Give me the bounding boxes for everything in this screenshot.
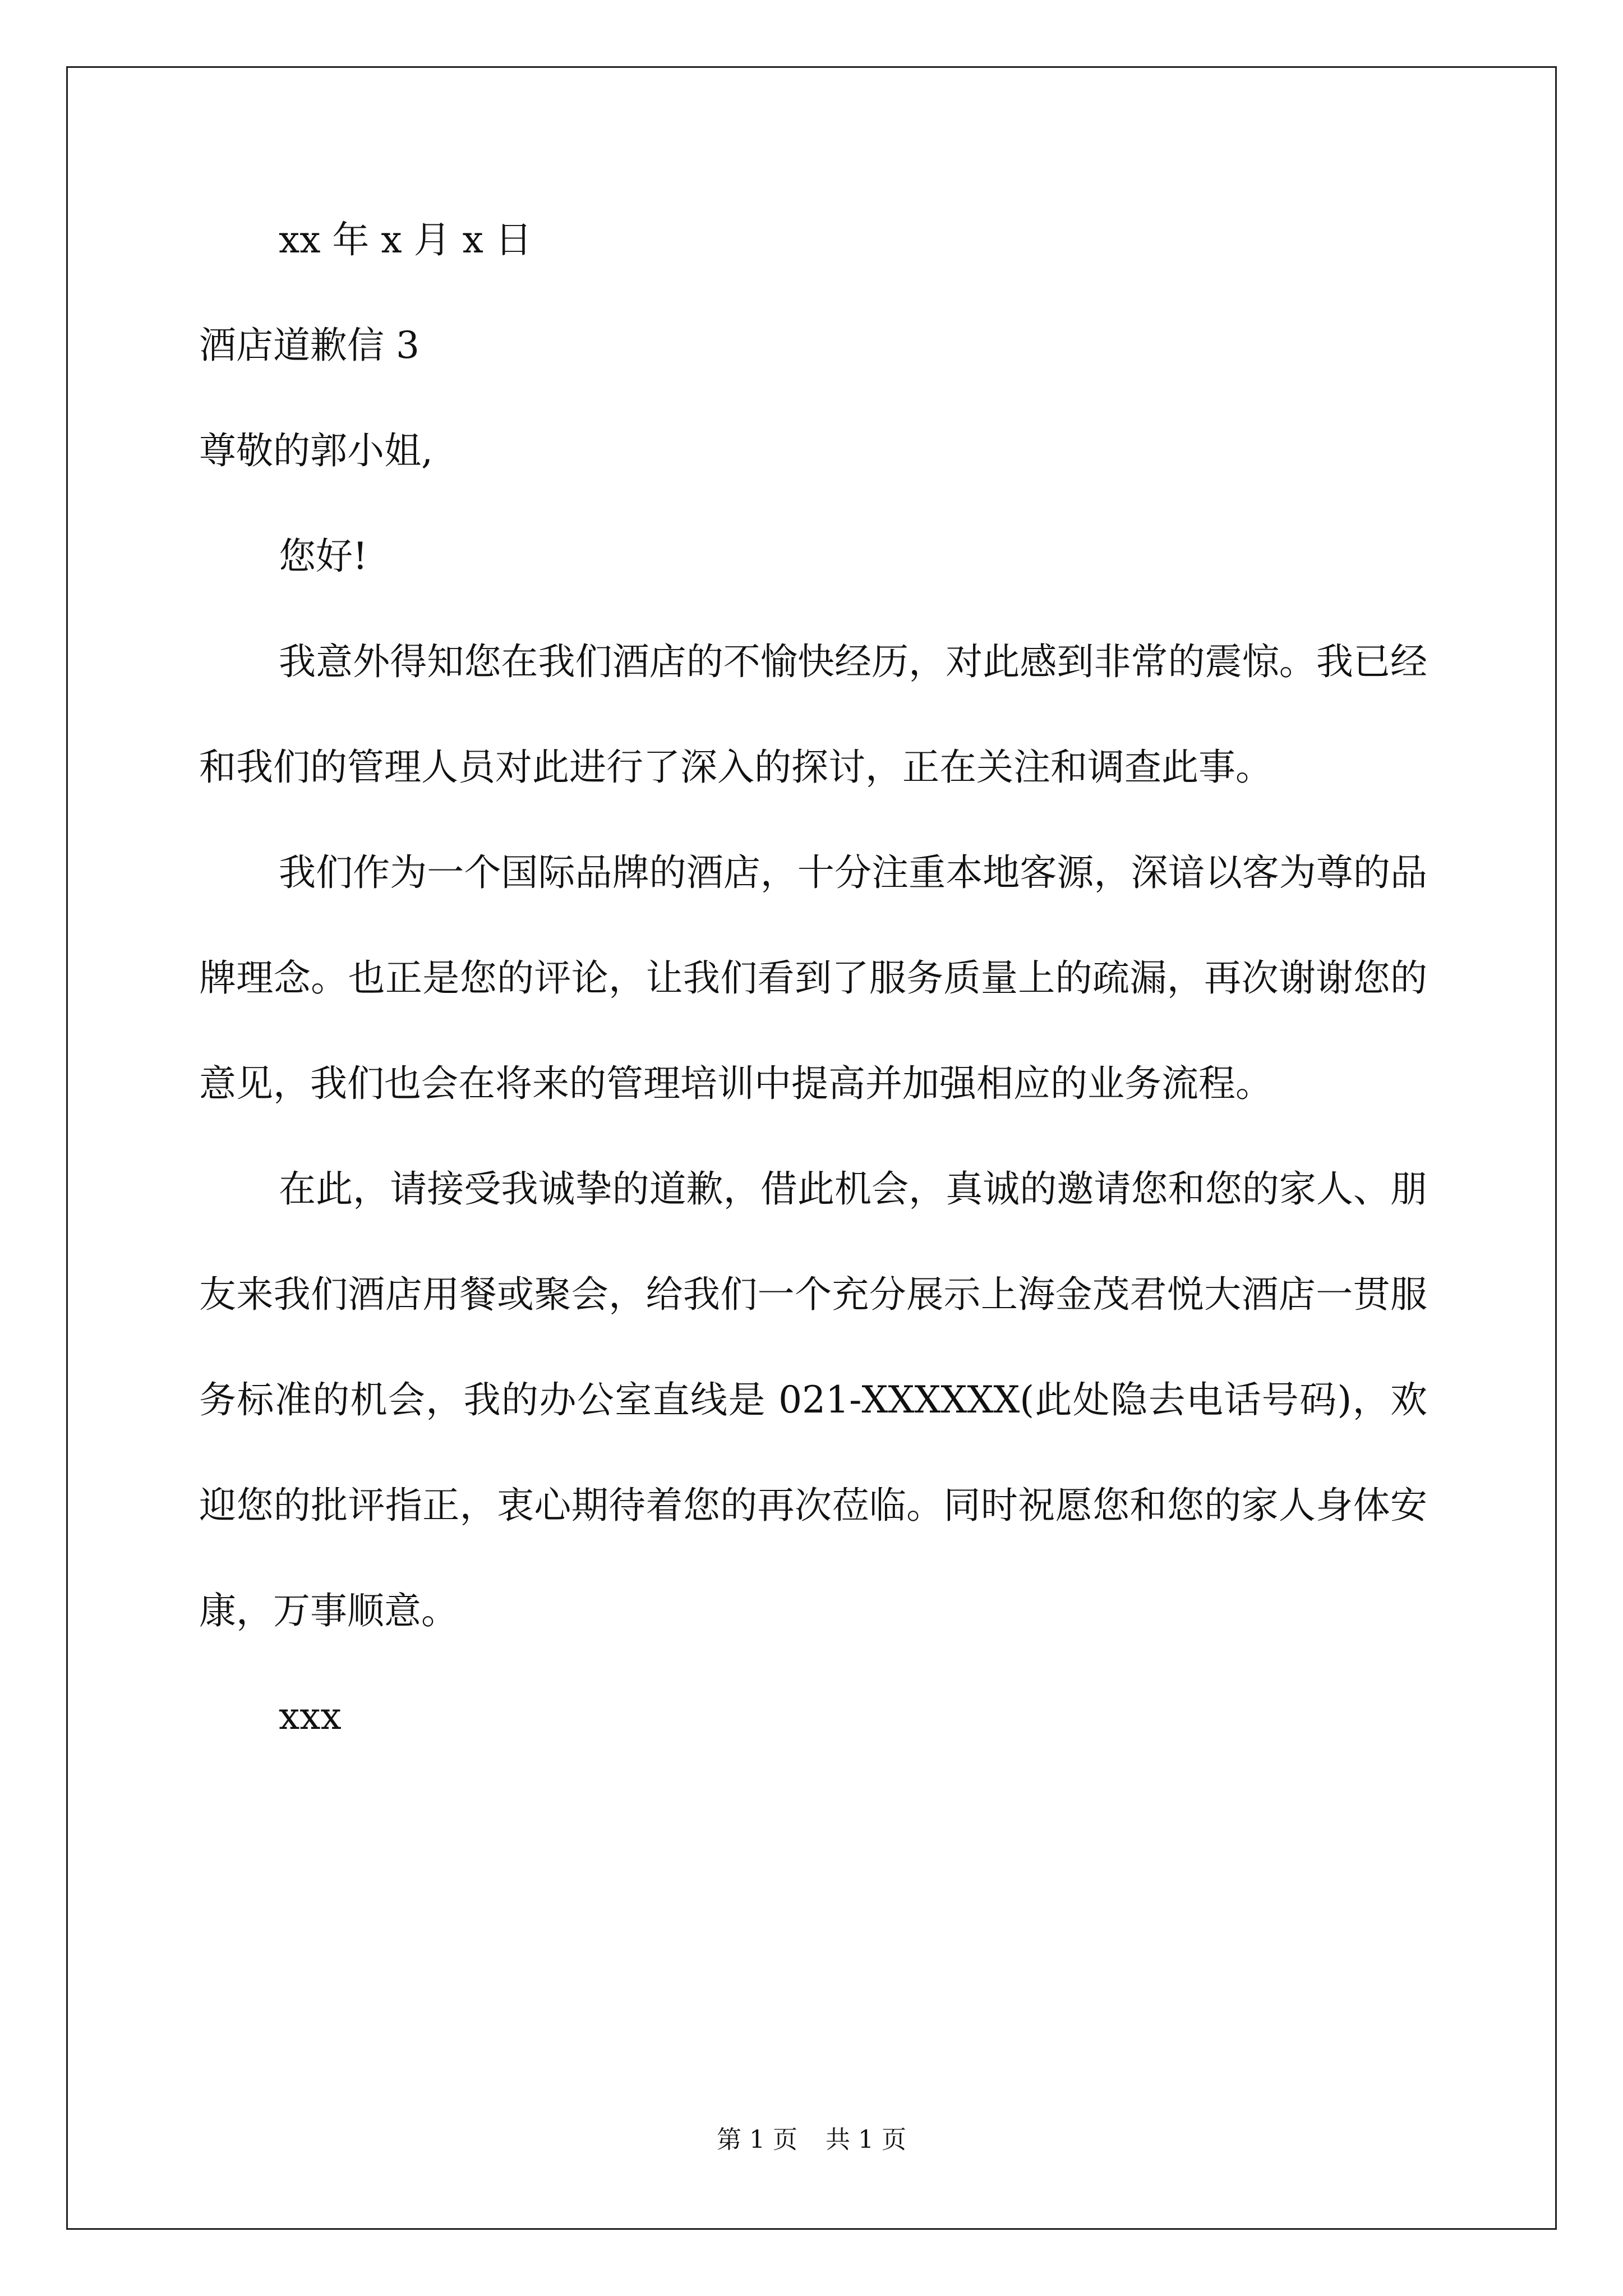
page-number: 第 1 页 [717, 2125, 797, 2154]
page-total: 共 1 页 [826, 2125, 906, 2154]
signature: xxx [279, 1695, 342, 1738]
letter-body [199, 218, 1427, 1803]
salutation: 尊敬的郭小姐, [199, 429, 433, 472]
paragraph: 我们作为一个国际品牌的酒店，十分注重本地客源，深谙以客为尊的品牌理念。也正是您的评论，让我们看到了服务质量上的疏漏，再次谢谢您的意见，我们也会在将来的管理培训中提高并加强相应的业务流程。 [199, 851, 1427, 1105]
page-footer [0, 2126, 1623, 2154]
letter-title: 酒店道歉信 3 [199, 324, 419, 367]
paragraph: 在此，请接受我诚挚的道歉，借此机会，真诚的邀请您和您的家人、朋友来我们酒店用餐或聚会，给我们一个充分展示上海金茂君悦大酒店一贯服务标准的机会，我的办公室直线是 021-XXXXXX(此处隐去电话号码)，欢迎您的批评指正，衷心期待着您的再次莅临。同时祝愿您和您的家人身体安康，万事顺意。 [199, 1167, 1427, 1632]
paragraph: 我意外得知您在我们酒店的不愉快经历，对此感到非常的震惊。我已经和我们的管理人员对此进行了深入的探讨，正在关注和调查此事。 [199, 640, 1427, 789]
greeting: 您好! [279, 535, 368, 578]
date-line: xx 年 x 月 x 日 [279, 218, 532, 261]
